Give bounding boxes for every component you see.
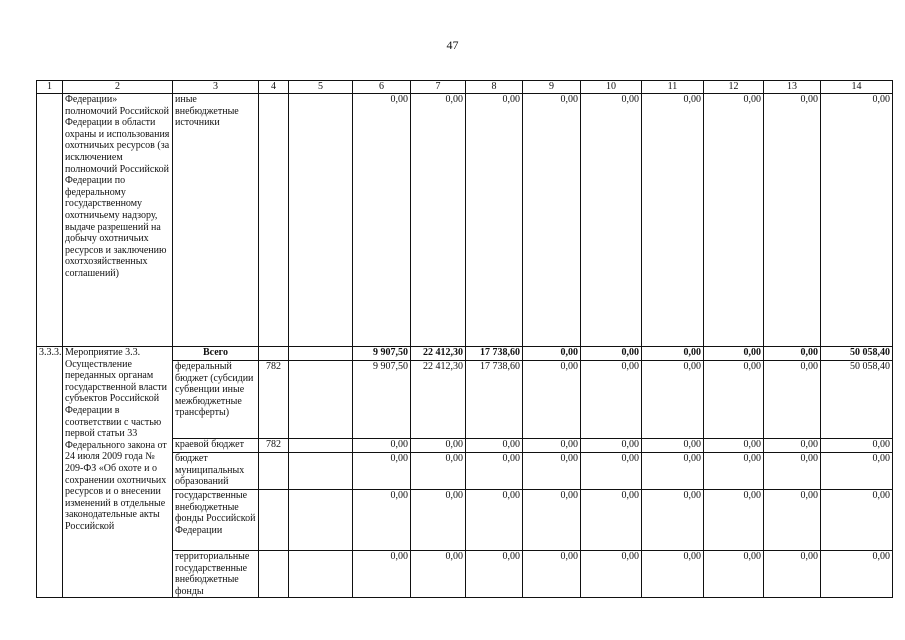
cell-value: 0,00 [704, 347, 764, 361]
cell-value: 0,00 [764, 439, 821, 453]
cell-source: государственные внебюджетные фонды Российской Федерации [173, 490, 259, 551]
cell-total: 50 058,40 [821, 361, 893, 439]
cell-value: 0,00 [466, 94, 523, 347]
cell-value [289, 551, 353, 598]
cell-value: 0,00 [642, 94, 704, 347]
cell-value: 0,00 [642, 551, 704, 598]
cell-value: 0,00 [764, 490, 821, 551]
cell-value: 9 907,50 [353, 361, 411, 439]
cell-value: 22 412,30 [411, 361, 466, 439]
cell-value: 0,00 [411, 94, 466, 347]
cell-value: 0,00 [466, 439, 523, 453]
cell-number: 3.3.3. [37, 347, 63, 598]
table-row [37, 347, 893, 361]
header-row [37, 81, 893, 94]
cell-value: 0,00 [581, 361, 642, 439]
cell-value: 0,00 [523, 361, 581, 439]
cell-value: 0,00 [704, 490, 764, 551]
cell-description: Федерации» полномочий Российской Федерации в области охраны и использования охотничьих ресурсов (за исключением полномочий Российской Федерации по федеральному государственному охотничьему надзору, выдаче разрешений на добычу охотничьих ресурсов и заключению охотхозяйственных соглашений) [63, 94, 173, 347]
cell-code [259, 551, 289, 598]
cell-value: 0,00 [704, 94, 764, 347]
cell-value [289, 94, 353, 347]
cell-value: 0,00 [764, 453, 821, 490]
cell-value: 0,00 [764, 361, 821, 439]
cell-value: 0,00 [642, 347, 704, 361]
column-header: 14 [821, 81, 893, 94]
cell-value: 0,00 [764, 347, 821, 361]
cell-value: 0,00 [704, 439, 764, 453]
page-number: 47 [446, 38, 459, 52]
cell-value [289, 439, 353, 453]
cell-code: 782 [259, 361, 289, 439]
cell-value: 0,00 [642, 490, 704, 551]
cell-value: 17 738,60 [466, 361, 523, 439]
cell-value: 0,00 [466, 453, 523, 490]
column-header: 7 [411, 81, 466, 94]
cell-value: 0,00 [411, 453, 466, 490]
cell-value: 0,00 [704, 453, 764, 490]
cell-total: 0,00 [821, 490, 893, 551]
column-header: 2 [63, 81, 173, 94]
cell-value: 0,00 [353, 490, 411, 551]
column-header: 12 [704, 81, 764, 94]
cell-source: федеральный бюджет (субсидии субвенции иные межбюджетные трансферты) [173, 361, 259, 439]
cell-value [289, 361, 353, 439]
cell-value: 0,00 [581, 453, 642, 490]
cell-source: Всего [173, 347, 259, 361]
cell-code: 782 [259, 439, 289, 453]
cell-code [259, 347, 289, 361]
cell-value: 0,00 [523, 94, 581, 347]
cell-value: 0,00 [466, 551, 523, 598]
cell-value: 0,00 [523, 347, 581, 361]
cell-value [289, 347, 353, 361]
cell-source: краевой бюджет [173, 439, 259, 453]
cell-value [289, 453, 353, 490]
cell-value: 0,00 [642, 453, 704, 490]
column-header: 1 [37, 81, 63, 94]
cell-value: 0,00 [411, 490, 466, 551]
column-header: 6 [353, 81, 411, 94]
table-row [37, 94, 893, 347]
cell-value: 0,00 [411, 551, 466, 598]
cell-value: 0,00 [581, 347, 642, 361]
cell-total: 0,00 [821, 439, 893, 453]
cell-value: 0,00 [581, 94, 642, 347]
column-header: 4 [259, 81, 289, 94]
cell-value: 0,00 [704, 361, 764, 439]
cell-value: 0,00 [642, 439, 704, 453]
cell-value: 0,00 [764, 94, 821, 347]
cell-source: иные внебюджетные источники [173, 94, 259, 347]
cell-total: 0,00 [821, 453, 893, 490]
cell-value: 0,00 [523, 551, 581, 598]
cell-value: 22 412,30 [411, 347, 466, 361]
cell-value: 0,00 [581, 490, 642, 551]
cell-value: 0,00 [764, 551, 821, 598]
cell-value: 0,00 [353, 551, 411, 598]
cell-value: 0,00 [353, 439, 411, 453]
column-header: 8 [466, 81, 523, 94]
column-header: 11 [642, 81, 704, 94]
cell-code [259, 453, 289, 490]
column-header: 5 [289, 81, 353, 94]
cell-source: бюджет муниципальных образований [173, 453, 259, 490]
cell-value: 0,00 [353, 94, 411, 347]
cell-value: 0,00 [523, 453, 581, 490]
cell-value: 0,00 [411, 439, 466, 453]
cell-source: территориальные государственные внебюджетные фонды [173, 551, 259, 598]
cell-code [259, 490, 289, 551]
column-header: 13 [764, 81, 821, 94]
cell-value: 0,00 [581, 551, 642, 598]
cell-value: 0,00 [523, 490, 581, 551]
cell-description: Мероприятие 3.3. Осуществление переданных органам государственной власти субъектов Российской Федерации в соответствии с частью первой статьи 33 Федерального закона от 24 июля 2009 года № 209-ФЗ «Об охоте и о сохранении охотничьих ресурсов и о внесении изменений в отдельные законодательные акты Российской [63, 347, 173, 598]
cell-total: 0,00 [821, 94, 893, 347]
cell-value: 0,00 [466, 490, 523, 551]
budget-table [36, 80, 893, 598]
cell-value [289, 490, 353, 551]
cell-value: 0,00 [523, 439, 581, 453]
cell-code [259, 94, 289, 347]
cell-value: 0,00 [704, 551, 764, 598]
column-header: 3 [173, 81, 259, 94]
cell-total: 50 058,40 [821, 347, 893, 361]
cell-number [37, 94, 63, 347]
cell-value: 0,00 [581, 439, 642, 453]
cell-value: 0,00 [353, 453, 411, 490]
cell-total: 0,00 [821, 551, 893, 598]
cell-value: 0,00 [642, 361, 704, 439]
column-header: 10 [581, 81, 642, 94]
cell-value: 9 907,50 [353, 347, 411, 361]
column-header: 9 [523, 81, 581, 94]
cell-value: 17 738,60 [466, 347, 523, 361]
